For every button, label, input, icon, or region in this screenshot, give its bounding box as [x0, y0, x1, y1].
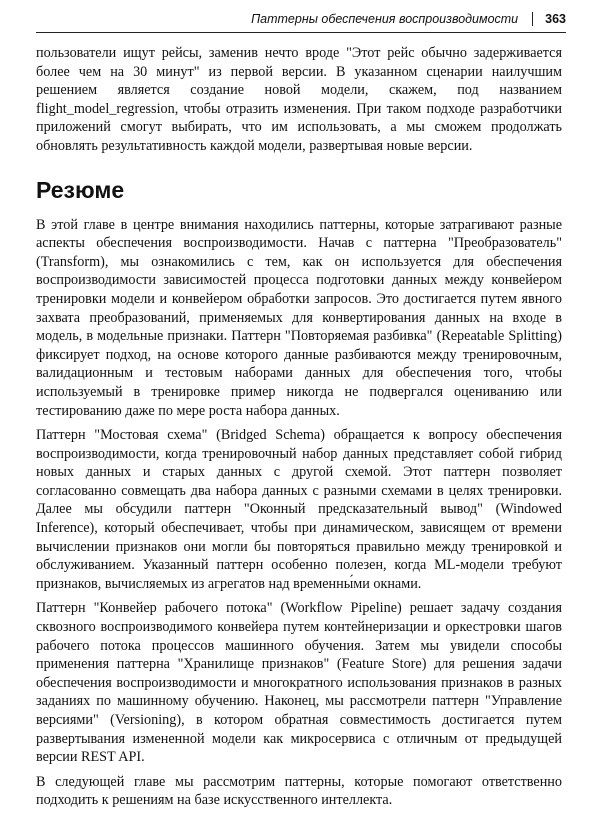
intro-paragraph: пользователи ищут рейсы, заменив нечто вроде "Этот рейс обычно задерживается более чем на 30 минут" из первой версии. В указанном сценарии наилучшим решением является создание новой модели, скажем, под названием flight_model_regression, чтобы отразить изменения. При таком подходе разработчики приложений смогут выбирать, что им использовать, а мы сможем продолжать обновлять результативность каждой модели, развертывая новые версии. [36, 45, 562, 154]
page-content [36, 44, 562, 810]
summary-paragraph: В следующей главе мы рассмотрим паттерны, которые помогают ответственно подходить к решениям на базе искусственного интеллекта. [36, 773, 562, 809]
section-heading: Резюме [36, 176, 125, 203]
header-separator [532, 12, 533, 26]
summary-paragraph: Паттерн "Конвейер рабочего потока" (Workflow Pipeline) решает задачу создания сквозного воспроизводимого конвейера путем контейнеризации и оркестровки шагов рабочего потока процессов машинного обучения. Затем мы увидели способы применения паттерна "Хранилище признаков" (Feature Store) для решения задачи обеспечения воспроизводимости и многократного использования признаков в разных заданиях по машинному обучению. Наконец, мы рассмотрели паттерн "Управление версиями" (Versioning), в котором обратная совместимость достигается путем развертывания измененной модели как микросервиса с отличным от предыдущей версии REST API. [36, 600, 562, 766]
running-title: Паттерны обеспечения воспроизводимости [251, 12, 519, 26]
running-header [36, 6, 566, 33]
page-number: 363 [545, 12, 566, 26]
summary-paragraph: В этой главе в центре внимания находились паттерны, которые затрагивают разные аспекты обеспечения воспроизводимости. Начав с паттерна "Преобразователь" (Transform), мы ознакомились с тем, как он используется для обеспечения воспроизводимости зависимостей процесса подготовки данных между конвейером тренировки модели и конвейером обработки запросов. Это достигается путем явного захвата преобразований, применяемых для конвертирования данных на входе в модель, в модельные признаки. Паттерн "Повторяемая разбивка" (Repeatable Splitting) фиксирует подход, на основе которого данные разбиваются между тренировочным, валидационным и тестовым наборами данных для обеспечения того, чтобы используемый в тренировке пример никогда не подвергался оцениванию или тестированию даже по мере роста набора данных. [36, 216, 562, 419]
summary-paragraph: Паттерн "Мостовая схема" (Bridged Schema) обращается к вопросу обеспечения воспроизводимости, когда тренировочный набор данных представляет собой гибрид новых данных и старых данных с другой схемой. Этот паттерн позволяет согласованно совмещать два набора данных с разными схемами в целях тренировки. Далее мы обсудили паттерн "Оконный предсказательный вывод" (Windowed Inference), который обеспечивает, чтобы при динамическом, зависящем от времени вычислении признаков они могли бы повторяться правильно между тренировкой и обслуживанием. Указанный паттерн особенно полезен, когда ML-модели требуют признаков, вычисляемых из агрегатов над временны́ми окнами. [36, 427, 562, 592]
